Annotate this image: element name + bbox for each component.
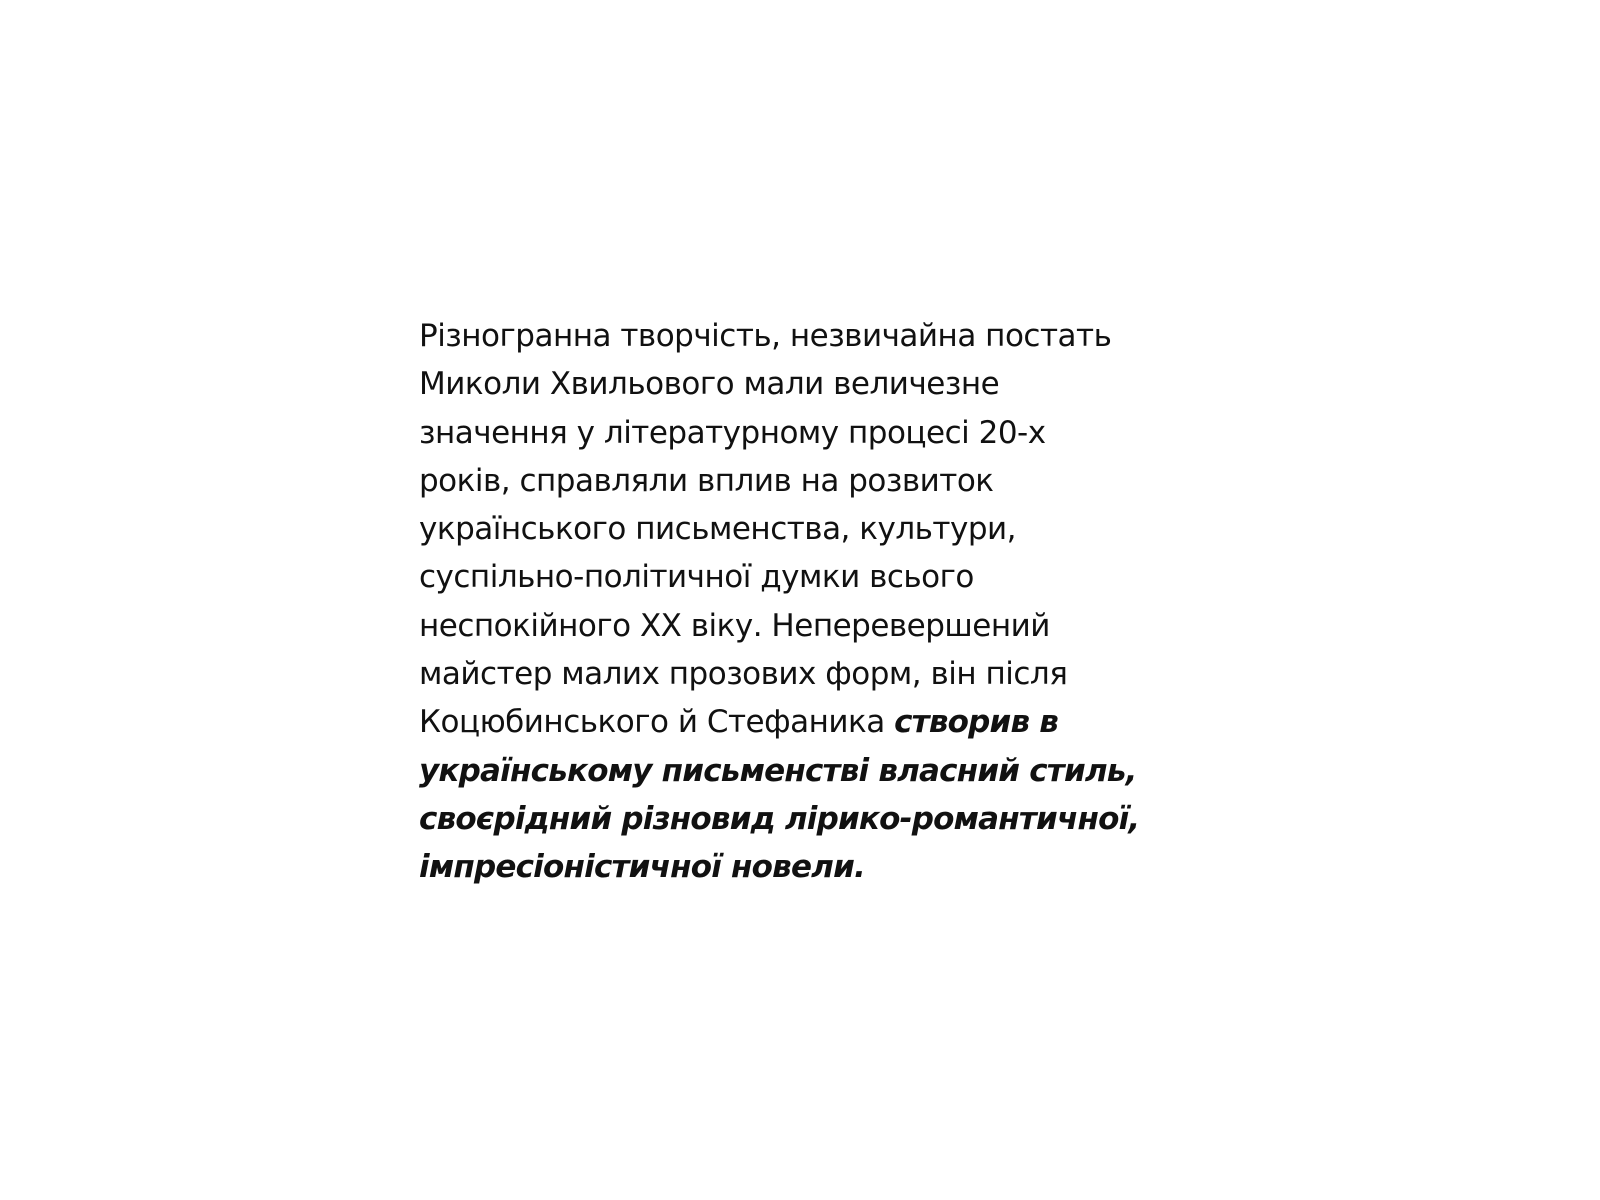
paragraph-line-1: Різногранна творчість, незвичайна постать (419, 318, 1112, 354)
paragraph-line-4: років, справляли вплив на розвиток (419, 462, 994, 499)
emphasis-text-start: створив в (894, 704, 1059, 741)
paragraph-line-2: Миколи Хвильового мали величезне (419, 366, 1000, 403)
paragraph-line-9 (419, 698, 1209, 746)
paragraph-line-3: значення у літературному процесі 20-х (419, 414, 1046, 451)
emphasis-line-2: своєрідний різновид лірико-романтичної, (419, 800, 1140, 837)
emphasis-line-1: українському письменстві власний стиль, (419, 752, 1137, 789)
emphasis-line-3: імпресіоністичної новели. (419, 849, 865, 886)
body-paragraph (419, 312, 1209, 892)
paragraph-line-9-plain: Коцюбинського й Стефаника (419, 704, 895, 741)
paragraph-line-8: майстер малих прозових форм, він після (419, 656, 1068, 693)
paragraph-line-6: суспільно-політичної думки всього (419, 559, 974, 596)
paragraph-line-7: неспокійного ХХ віку. Неперевершений (419, 607, 1050, 644)
paragraph-line-5: українського письменства, культури, (419, 511, 1017, 548)
